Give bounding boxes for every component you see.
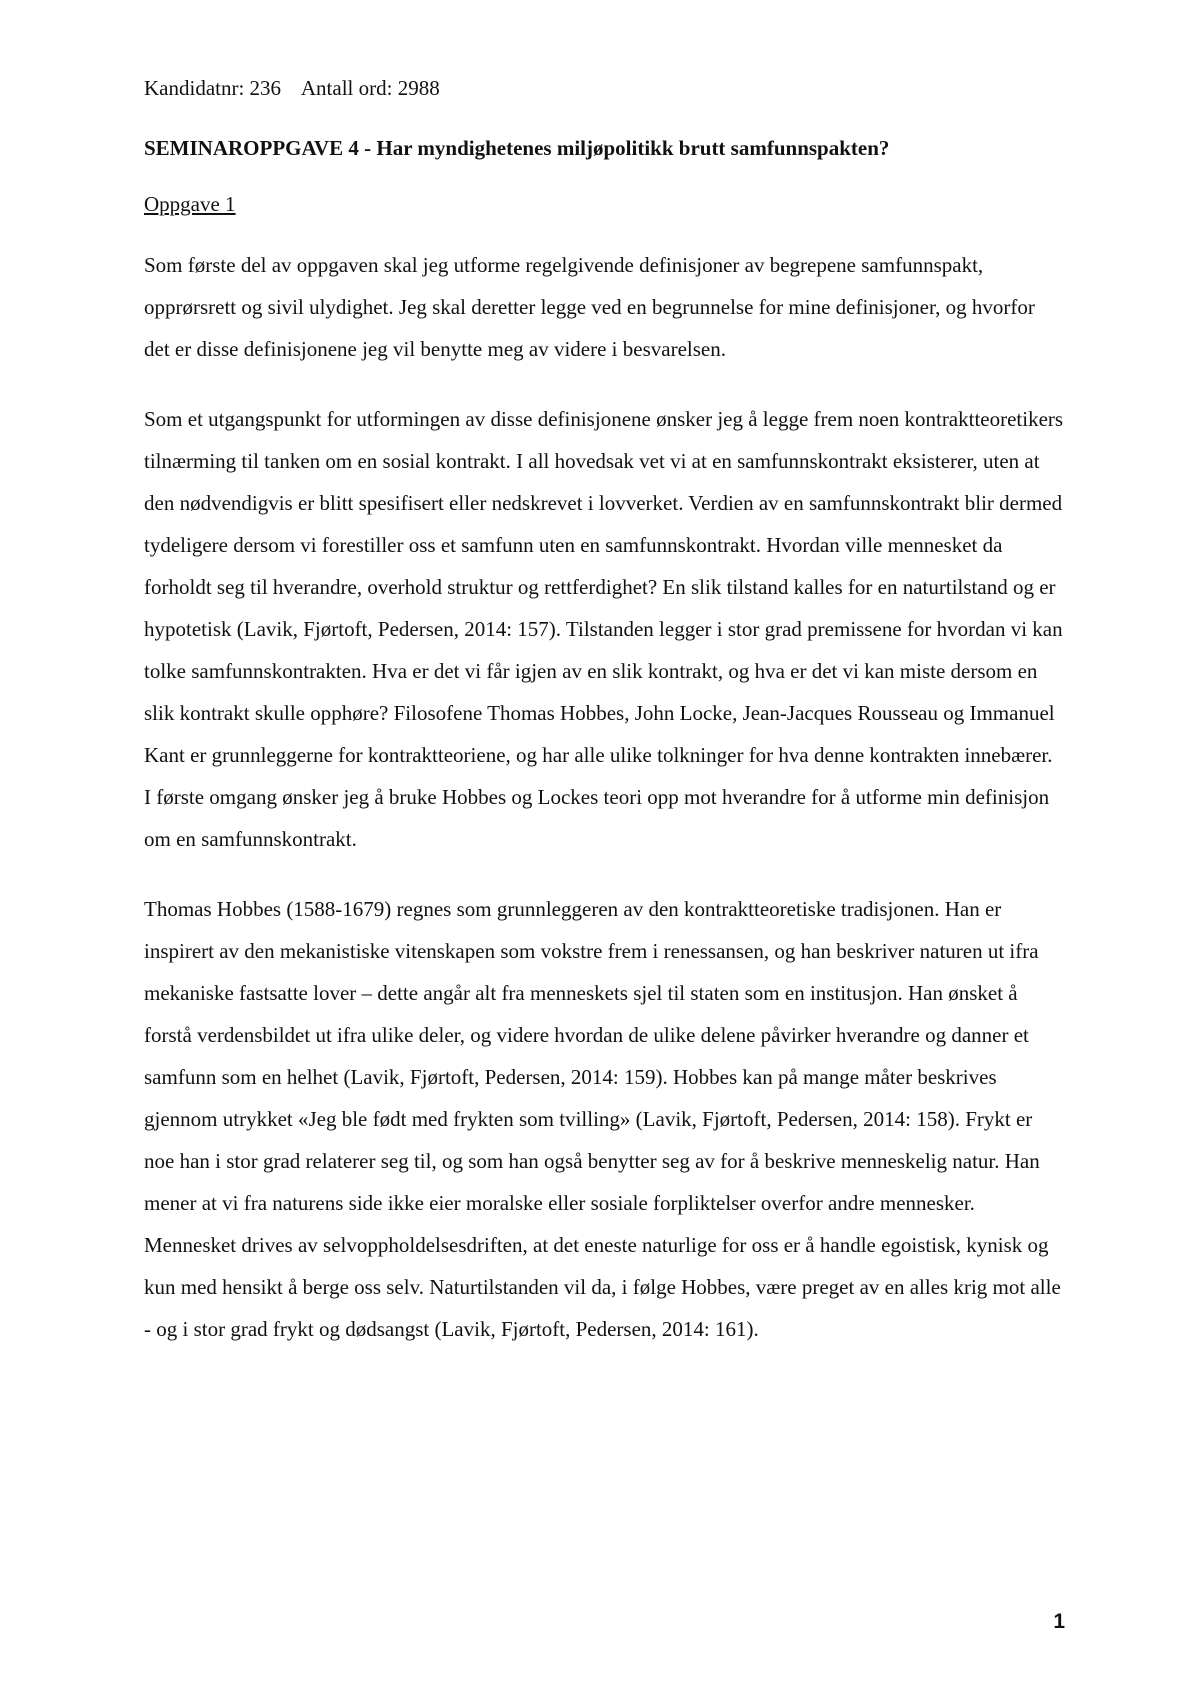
document-title: SEMINAROPPGAVE 4 - Har myndighetenes miljøpolitikk brutt samfunnspakten? <box>144 136 890 160</box>
candidate-meta-line: Kandidatnr: 236 Antall ord: 2988 <box>144 76 440 100</box>
page-number: 1 <box>1053 1610 1065 1633</box>
section-heading: Oppgave 1 <box>144 192 236 216</box>
paragraph-2: Som et utgangspunkt for utformingen av disse definisjonene ønsker jeg å legge frem noen kontraktteoretikers tilnærming til tanken om en sosial kontrakt. I all hovedsak vet vi at en samfunnskontrakt eksisterer, uten at den nødvendigvis er blitt spesifisert eller nedskrevet i lovverket. Verdien av en samfunnskontrakt blir dermed tydeligere dersom vi forestiller oss et samfunn uten en samfunnskontrakt. Hvordan ville mennesket da forholdt seg til hverandre, overhold struktur og rettferdighet? En slik tilstand kalles for en naturtilstand og er hypotetisk (Lavik, Fjørtoft, Pedersen, 2014: 157). Tilstanden legger i stor grad premissene for hvordan vi kan tolke samfunnskontrakten. Hva er det vi får igjen av en slik kontrakt, og hva er det vi kan miste dersom en slik kontrakt skulle opphøre? Filosofene Thomas Hobbes, John Locke, Jean-Jacques Rousseau og Immanuel Kant er grunnleggerne for kontraktteoriene, og har alle ulike tolkninger for hva denne kontrakten innebærer. I første omgang ønsker jeg å bruke Hobbes og Lockes teori opp mot hverandre for å utforme min definisjon om en samfunnskontrakt. <box>144 407 1064 851</box>
page-body <box>144 72 1064 1378</box>
paragraph-3: Thomas Hobbes (1588-1679) regnes som grunnleggeren av den kontraktteoretiske tradisjonen. Han er inspirert av den mekanistiske vitenskapen som vokstre frem i renessansen, og han beskriver naturen ut ifra mekaniske fastsatte lover – dette angår alt fra menneskets sjel til staten som en institusjon. Han ønsket å forstå verdensbildet ut ifra ulike deler, og videre hvordan de ulike delene påvirker hverandre og danner et samfunn som en helhet (Lavik, Fjørtoft, Pedersen, 2014: 159). Hobbes kan på mange måter beskrives gjennom utrykket «Jeg ble født med frykten som tvilling» (Lavik, Fjørtoft, Pedersen, 2014: 158). Frykt er noe han i stor grad relaterer seg til, og som han også benytter seg av for å beskrive menneskelig natur. Han mener at vi fra naturens side ikke eier moralske eller sosiale forpliktelser overfor andre mennesker. Mennesket drives av selvoppholdelsesdriften, at det eneste naturlige for oss er å handle egoistisk, kynisk og kun med hensikt å berge oss selv. Naturtilstanden vil da, i følge Hobbes, være preget av en alles krig mot alle - og i stor grad frykt og dødsangst (Lavik, Fjørtoft, Pedersen, 2014: 161). <box>144 897 1061 1341</box>
paragraph-1: Som første del av oppgaven skal jeg utforme regelgivende definisjoner av begrepene samfunnspakt, opprørsrett og sivil ulydighet. Jeg skal deretter legge ved en begrunnelse for mine definisjoner, og hvorfor det er disse definisjonene jeg vil benytte meg av videre i besvarelsen. <box>144 253 1035 361</box>
